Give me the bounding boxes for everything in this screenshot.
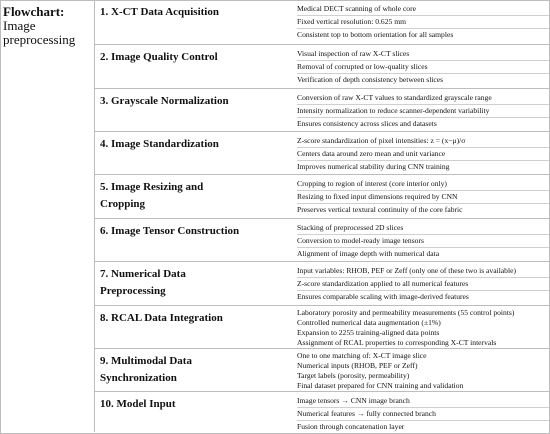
item-separator [297,190,549,191]
step-item: Visual inspection of raw X-CT slices [297,49,410,58]
item-separator [297,117,549,118]
item-separator [297,247,549,248]
step-title-line-1: 10. Model Input [100,398,176,410]
step-title-line-2: Synchronization [100,372,177,384]
step-item: Assignment of RCAL properties to corresponding X-CT intervals [297,338,497,347]
step-title [100,49,290,66]
step-item: Improves numerical stability during CNN training [297,162,450,171]
step-item: One to one matching of: X-CT image slice [297,351,427,360]
step-title [100,223,290,240]
step-title [100,353,290,387]
step-item: Cropping to region of interest (core interior only) [297,179,447,188]
step-item: Removal of corrupted or low-quality slices [297,62,428,71]
step-title-line-1: 3. Grayscale Normalization [100,95,229,107]
step-title [100,179,290,213]
step-title-line-1: 4. Image Standardization [100,138,219,150]
step-row [95,391,549,433]
item-separator [297,277,549,278]
step-title [100,93,290,110]
step-item: Fixed vertical resolution: 0.625 mm [297,17,407,26]
step-row [95,218,549,262]
step-item: Expansion to 2255 training-aligned data points [297,328,440,337]
item-separator [297,203,549,204]
subtitle-line-2: preprocessing [3,32,76,47]
step-row [95,348,549,392]
item-separator [297,104,549,105]
step-item: Medical DECT scanning of whole core [297,4,417,13]
step-item: Ensures consistency across slices and datasets [297,119,437,128]
step-title-line-1: 6. Image Tensor Construction [100,225,240,237]
step-title [100,396,290,413]
step-title-line-1: 2. Image Quality Control [100,51,218,63]
item-separator [297,73,549,74]
step-item: Resizing to fixed input dimensions required by CNN [297,192,458,201]
item-separator [297,420,549,421]
item-separator [297,28,549,29]
step-item: Image tensors → CNN image branch [297,396,410,405]
heading-label: Flowchart: [3,4,65,19]
step-title [100,136,290,153]
step-item: Numerical features → fully connected branch [297,409,436,418]
step-item: Z-score standardization of pixel intensities: z = (x−μ)/σ [297,136,466,145]
step-title-line-2: Preprocessing [100,285,166,297]
step-item: Preserves vertical textural continuity of the core fabric [297,205,463,214]
item-separator [297,290,549,291]
step-item: Ensures comparable scaling with image-derived features [297,292,469,301]
step-item: Z-score standardization applied to all numerical features [297,279,469,288]
step-title [100,310,290,327]
step-row [95,0,549,44]
item-separator [297,407,549,408]
step-title-line-2: Cropping [100,198,146,210]
step-item: Numerical inputs (RHOB, PEF or Zeff) [297,361,418,370]
step-row [95,261,549,306]
step-title-line-1: 5. Image Resizing and [100,181,204,193]
step-item: Target labels (porosity, permeability) [297,371,410,380]
step-item: Alignment of image depth with numerical data [297,249,440,258]
item-separator [297,234,549,235]
step-item: Input variables: RHOB, PEF or Zeff (only one of these two is available) [297,266,516,275]
step-row [95,88,549,132]
step-item: Verification of depth consistency between slices [297,75,444,84]
step-row [95,131,549,175]
step-row [95,44,549,89]
step-title-line-1: 1. X-CT Data Acquisition [100,6,219,18]
step-title-line-1: 8. RCAL Data Integration [100,312,223,324]
step-item: Controlled numerical data augmentation (±1%) [297,318,441,327]
step-row [95,174,549,219]
item-separator [297,147,549,148]
step-item: Final dataset prepared for CNN training and validation [297,381,464,390]
step-item: Laboratory porosity and permeability measurements (55 control points) [297,308,515,317]
step-title [100,266,290,300]
item-separator [297,15,549,16]
step-item: Fusion through concatenation layer [297,422,405,431]
step-title [100,4,290,21]
item-separator [297,160,549,161]
step-title-line-1: 7. Numerical Data [100,268,186,280]
left-column [3,5,95,47]
item-separator [297,60,549,61]
step-item: Conversion to model-ready image tensors [297,236,424,245]
step-item: Intensity normalization to reduce scanner-dependent variability [297,106,490,115]
step-item: Stacking of preprocessed 2D slices [297,223,404,232]
subtitle-line-1: Image [3,18,36,33]
step-row [95,305,549,349]
step-item: Consistent top to bottom orientation for all samples [297,30,454,39]
step-item: Centers data around zero mean and unit variance [297,149,446,158]
step-item: Conversion of raw X-CT values to standardized grayscale range [297,93,492,102]
step-title-line-1: 9. Multimodal Data [100,355,192,367]
left-heading [3,5,95,47]
